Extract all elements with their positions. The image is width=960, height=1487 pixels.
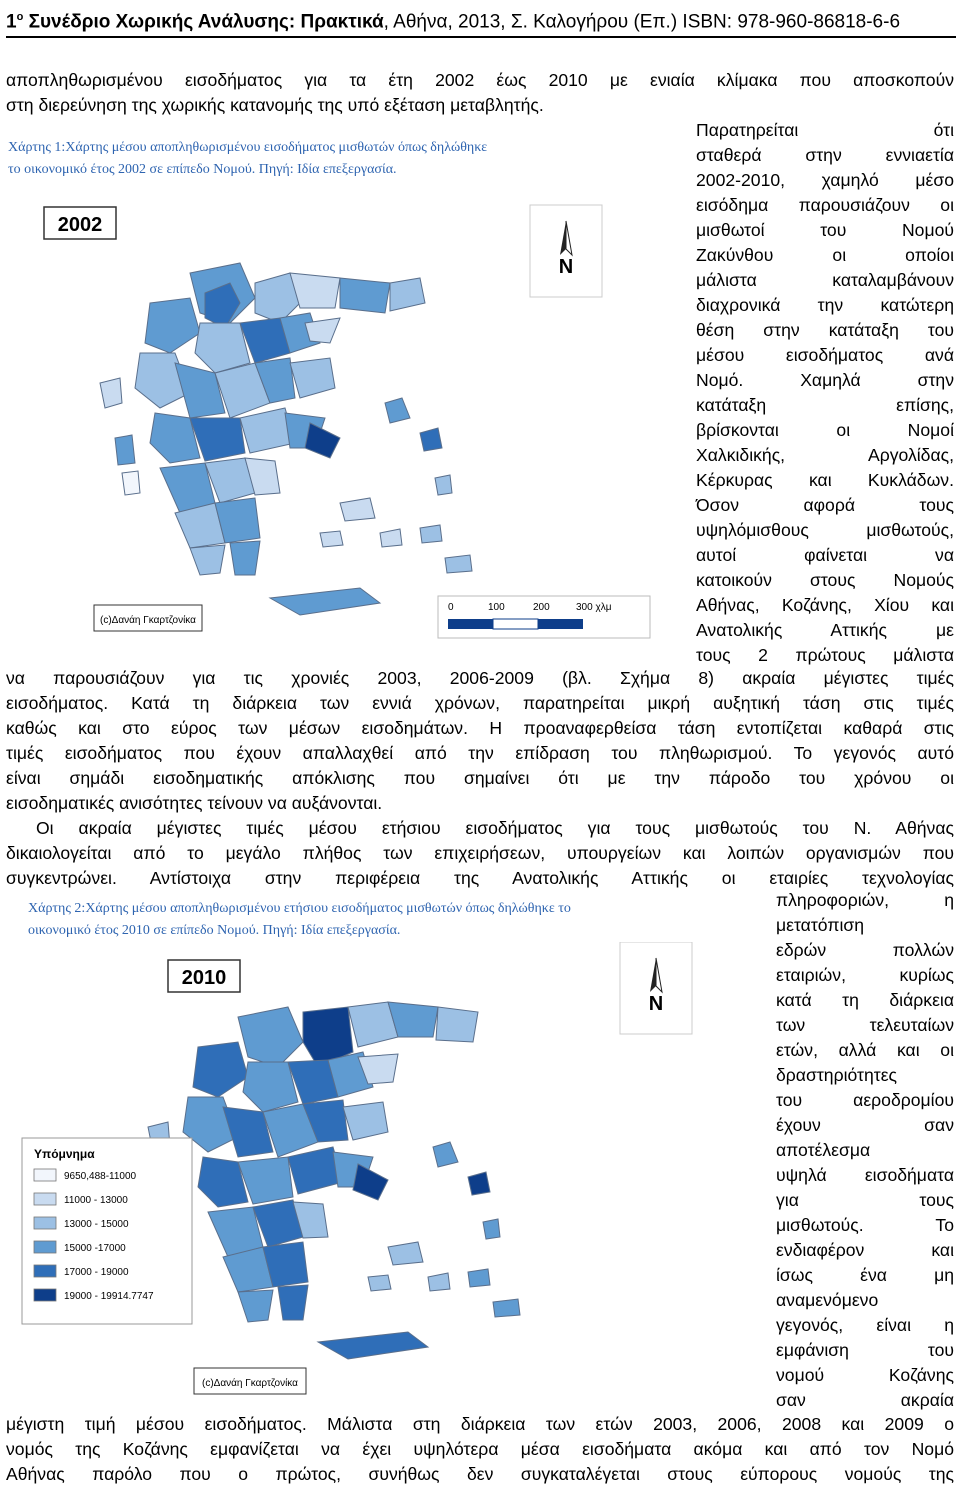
side2-line: ετών, αλλά και οι bbox=[776, 1040, 954, 1060]
caption-line: οικονομικό έτος 2010 σε επίπεδο Νομού. Πηγή: Ιδία επεξεργασία. bbox=[28, 923, 401, 938]
side-paragraph-2 bbox=[776, 888, 954, 1413]
map2-legend bbox=[22, 1138, 192, 1324]
side2-line: αποτέλεσμα bbox=[776, 1140, 871, 1160]
header-rest: , Αθήνα, 2013, Σ. Καλογήρου (Επ.) ISBN: 978-960-86818-6-6 bbox=[383, 11, 901, 33]
side2-line: για τους bbox=[776, 1190, 954, 1210]
side1-line: βρίσκονται οι Νομοί bbox=[696, 420, 954, 440]
side-paragraph-1 bbox=[696, 118, 954, 668]
side2-line: πληροφοριών, η bbox=[776, 890, 954, 910]
side2-line: ενδιαφέρον και bbox=[776, 1240, 954, 1260]
intro-paragraph bbox=[6, 68, 954, 118]
bottom-line: μέγιστη τιμή μέσου εισοδήματος. Μάλιστα στη διάρκεια των ετών 2003, 2006, 2008 και 2009 ο bbox=[6, 1414, 954, 1434]
svg-text:300 χλμ: 300 χλμ bbox=[576, 602, 612, 613]
svg-text:9650,488-11000: 9650,488-11000 bbox=[64, 1171, 137, 1182]
map2-svg bbox=[8, 942, 698, 1400]
side1-line: διαχρονικά την κατώτερη bbox=[696, 295, 954, 315]
header-title: Συνέδριο Χωρικής Ανάλυσης: Πρακτικά bbox=[23, 11, 384, 33]
svg-text:11000 - 13000: 11000 - 13000 bbox=[64, 1195, 128, 1206]
mid-line: Οι ακραία μέγιστες τιμές μέσου ετήσιου εισοδήματος για τους μισθωτούς του Ν. Αθήνας bbox=[36, 818, 954, 838]
side2-line: υψηλά εισοδήματα bbox=[776, 1165, 954, 1185]
side2-line: μισθωτούς. Το bbox=[776, 1215, 954, 1235]
north-arrow-icon bbox=[620, 942, 692, 1034]
bottom-paragraph bbox=[6, 1412, 954, 1487]
map1-svg bbox=[40, 203, 660, 643]
side1-line: εισόδημα παρουσιάζουν οι bbox=[696, 195, 954, 215]
intro-line: στη διερεύνηση της χωρικής κατανομής της υπό εξέταση μεταβλητής. bbox=[6, 95, 544, 115]
page-header bbox=[6, 2, 956, 38]
side2-line: των τελευταίων bbox=[776, 1015, 954, 1035]
mid-line: είναι σημάδι εισοδηματικής απόκλισης που σημαίνει ότι με την πάροδο του χρόνου οι bbox=[6, 768, 954, 788]
mid-line: να παρουσιάζουν για τις χρονιές 2003, 2006-2009 (βλ. Σχήμα 8) ακραία μέγιστες τιμές bbox=[6, 668, 954, 688]
side1-line: Ζακύνθου οι οποίοι bbox=[696, 245, 954, 265]
mid-line: δικαιολογείται από το μεγάλο πλήθος των επιχειρήσεων, υπουργείων και λοιπών οργανισμών που bbox=[6, 843, 954, 863]
mid-line: συγκεντρώνει. Αντίστοιχα στην περιφέρεια της Ανατολικής Αττικής οι εταιρίες τεχνολογίας bbox=[6, 868, 954, 888]
legend-item bbox=[34, 1169, 137, 1182]
svg-text:15000 -17000: 15000 -17000 bbox=[64, 1243, 126, 1254]
side2-line: αναμενόμενο bbox=[776, 1290, 879, 1310]
side2-line: δραστηριότητες bbox=[776, 1065, 898, 1085]
legend-item bbox=[34, 1289, 154, 1302]
legend-item bbox=[34, 1193, 128, 1206]
side2-line: γεγονός, είναι η bbox=[776, 1315, 954, 1335]
side2-line: εμφάνιση του bbox=[776, 1340, 954, 1360]
side1-line: τους 2 πρώτους μάλιστα bbox=[696, 645, 954, 665]
side1-line: Ανατολικής Αττικής με bbox=[696, 620, 954, 640]
side2-line: εδρών πολλών bbox=[776, 940, 954, 960]
side2-line: σαν ακραία bbox=[776, 1390, 954, 1410]
side2-line: έχουν σαν bbox=[776, 1115, 954, 1135]
legend-title: Υπόμνημα bbox=[34, 1147, 95, 1161]
side2-line: ίσως ένα μη bbox=[776, 1265, 954, 1285]
side1-line: Χαλκιδικής, Αργολίδας, bbox=[696, 445, 954, 465]
map1-caption bbox=[8, 137, 658, 181]
mid-paragraph bbox=[6, 666, 954, 891]
mid-line: εισοδηματικές ανισότητες τείνουν να αυξάνονται. bbox=[6, 793, 383, 813]
bottom-line: Αθήνας παρόλο που ο πρώτος, συνήθως δεν συγκαταλέγεται στους εύπορους νομούς της bbox=[6, 1464, 954, 1484]
north-arrow-icon bbox=[530, 205, 602, 297]
intro-line: αποπληθωρισμένου εισοδήματος για τα έτη 2002 έως 2010 με ενιαία κλίμακα που αποσκοπούν bbox=[6, 70, 954, 90]
svg-text:17000 - 19000: 17000 - 19000 bbox=[64, 1267, 129, 1278]
map2-copyright: (c)Δανάη Γκαρτζονίκα bbox=[202, 1378, 298, 1389]
map1 bbox=[40, 203, 660, 643]
side1-line: μάλιστα καταλαμβάνουν bbox=[696, 270, 954, 290]
map1-year: 2002 bbox=[57, 214, 103, 236]
map2-year: 2010 bbox=[181, 967, 227, 989]
side1-line: σταθερά στην εννιαετία bbox=[696, 145, 954, 165]
side2-line: νομού Κοζάνης bbox=[776, 1365, 954, 1385]
svg-text:200: 200 bbox=[533, 602, 550, 613]
header-superscript: ο bbox=[16, 11, 24, 23]
side1-line: Παρατηρείται ότι bbox=[696, 120, 954, 140]
side1-line: μέσου εισοδήματος ανά bbox=[696, 345, 954, 365]
mid-line: καθώς και στο εύρος των μέσων εισοδημάτων. Η προαναφερθείσα τάση εντοπίζεται καθαρά στις bbox=[6, 718, 954, 738]
map2-caption bbox=[28, 898, 768, 942]
mid-line: εισοδήματος. Κατά τη διάρκεια των εννιά χρόνων, παρατηρείται μικρή αυξητική τάση στις τιμές bbox=[6, 693, 954, 713]
side2-line: κατά τη διάρκεια bbox=[776, 990, 954, 1010]
side2-line: εταιριών, κυρίως bbox=[776, 965, 954, 985]
map1-north: N bbox=[558, 256, 574, 278]
svg-text:0: 0 bbox=[448, 602, 454, 613]
map1-copyright: (c)Δανάη Γκαρτζονίκα bbox=[100, 615, 196, 626]
side1-line: Αθήνας, Κοζάνης, Χίου και bbox=[696, 595, 954, 615]
side1-line: Όσον αφορά τους bbox=[696, 495, 954, 515]
svg-text:19000 - 19914.7747: 19000 - 19914.7747 bbox=[64, 1291, 154, 1302]
header-prefix: 1 bbox=[6, 11, 17, 33]
caption-line: Χάρτης 1:Χάρτης μέσου αποπληθωρισμένου εισοδήματος μισθωτών όπως δηλώθηκε bbox=[8, 140, 488, 155]
side2-line: μετατόπιση bbox=[776, 915, 865, 935]
map1-scale-bar bbox=[438, 596, 650, 638]
side1-line: κατοικούν στους Νομούς bbox=[696, 570, 954, 590]
map2-north: N bbox=[648, 993, 664, 1015]
map2 bbox=[8, 942, 698, 1400]
map1-prefectures bbox=[100, 263, 472, 615]
side1-line: μισθωτοί του Νομού bbox=[696, 220, 954, 240]
side1-line: αυτοί φαίνεται να bbox=[696, 545, 954, 565]
legend-item bbox=[34, 1217, 129, 1230]
side1-line: κατάταξη επίσης, bbox=[696, 395, 954, 415]
svg-text:13000 - 15000: 13000 - 15000 bbox=[64, 1219, 129, 1230]
map2-prefectures bbox=[148, 1002, 520, 1359]
svg-text:100: 100 bbox=[488, 602, 505, 613]
side1-line: θέση στην κατάταξη του bbox=[696, 320, 954, 340]
caption-line: Χάρτης 2:Χάρτης μέσου αποπληθωρισμένου ετήσιου εισοδήματος μισθωτών όπως δηλώθηκε το bbox=[28, 901, 571, 916]
bottom-line: νομός της Κοζάνης εμφανίζεται να έχει υψηλότερα μέσα εισοδήματα ακόμα και από τον Νομό bbox=[6, 1439, 954, 1459]
mid-line: τιμές εισοδήματος που έχουν απαλλαχθεί από την επίδραση του πληθωρισμού. Το γεγονός αυτό bbox=[6, 743, 954, 763]
side2-line: του αεροδρομίου bbox=[776, 1090, 954, 1110]
side1-line: Νομό. Χαμηλά στην bbox=[696, 370, 954, 390]
side1-line: 2002-2010, χαμηλό μέσο bbox=[696, 170, 954, 190]
legend-item bbox=[34, 1265, 129, 1278]
side1-line: Κέρκυρας και Κυκλάδων. bbox=[696, 470, 954, 490]
legend-item bbox=[34, 1241, 126, 1254]
side1-line: υψηλόμισθους μισθωτούς, bbox=[696, 520, 954, 540]
caption-line: το οικονομικό έτος 2002 σε επίπεδο Νομού. Πηγή: Ιδία επεξεργασία. bbox=[8, 162, 397, 177]
